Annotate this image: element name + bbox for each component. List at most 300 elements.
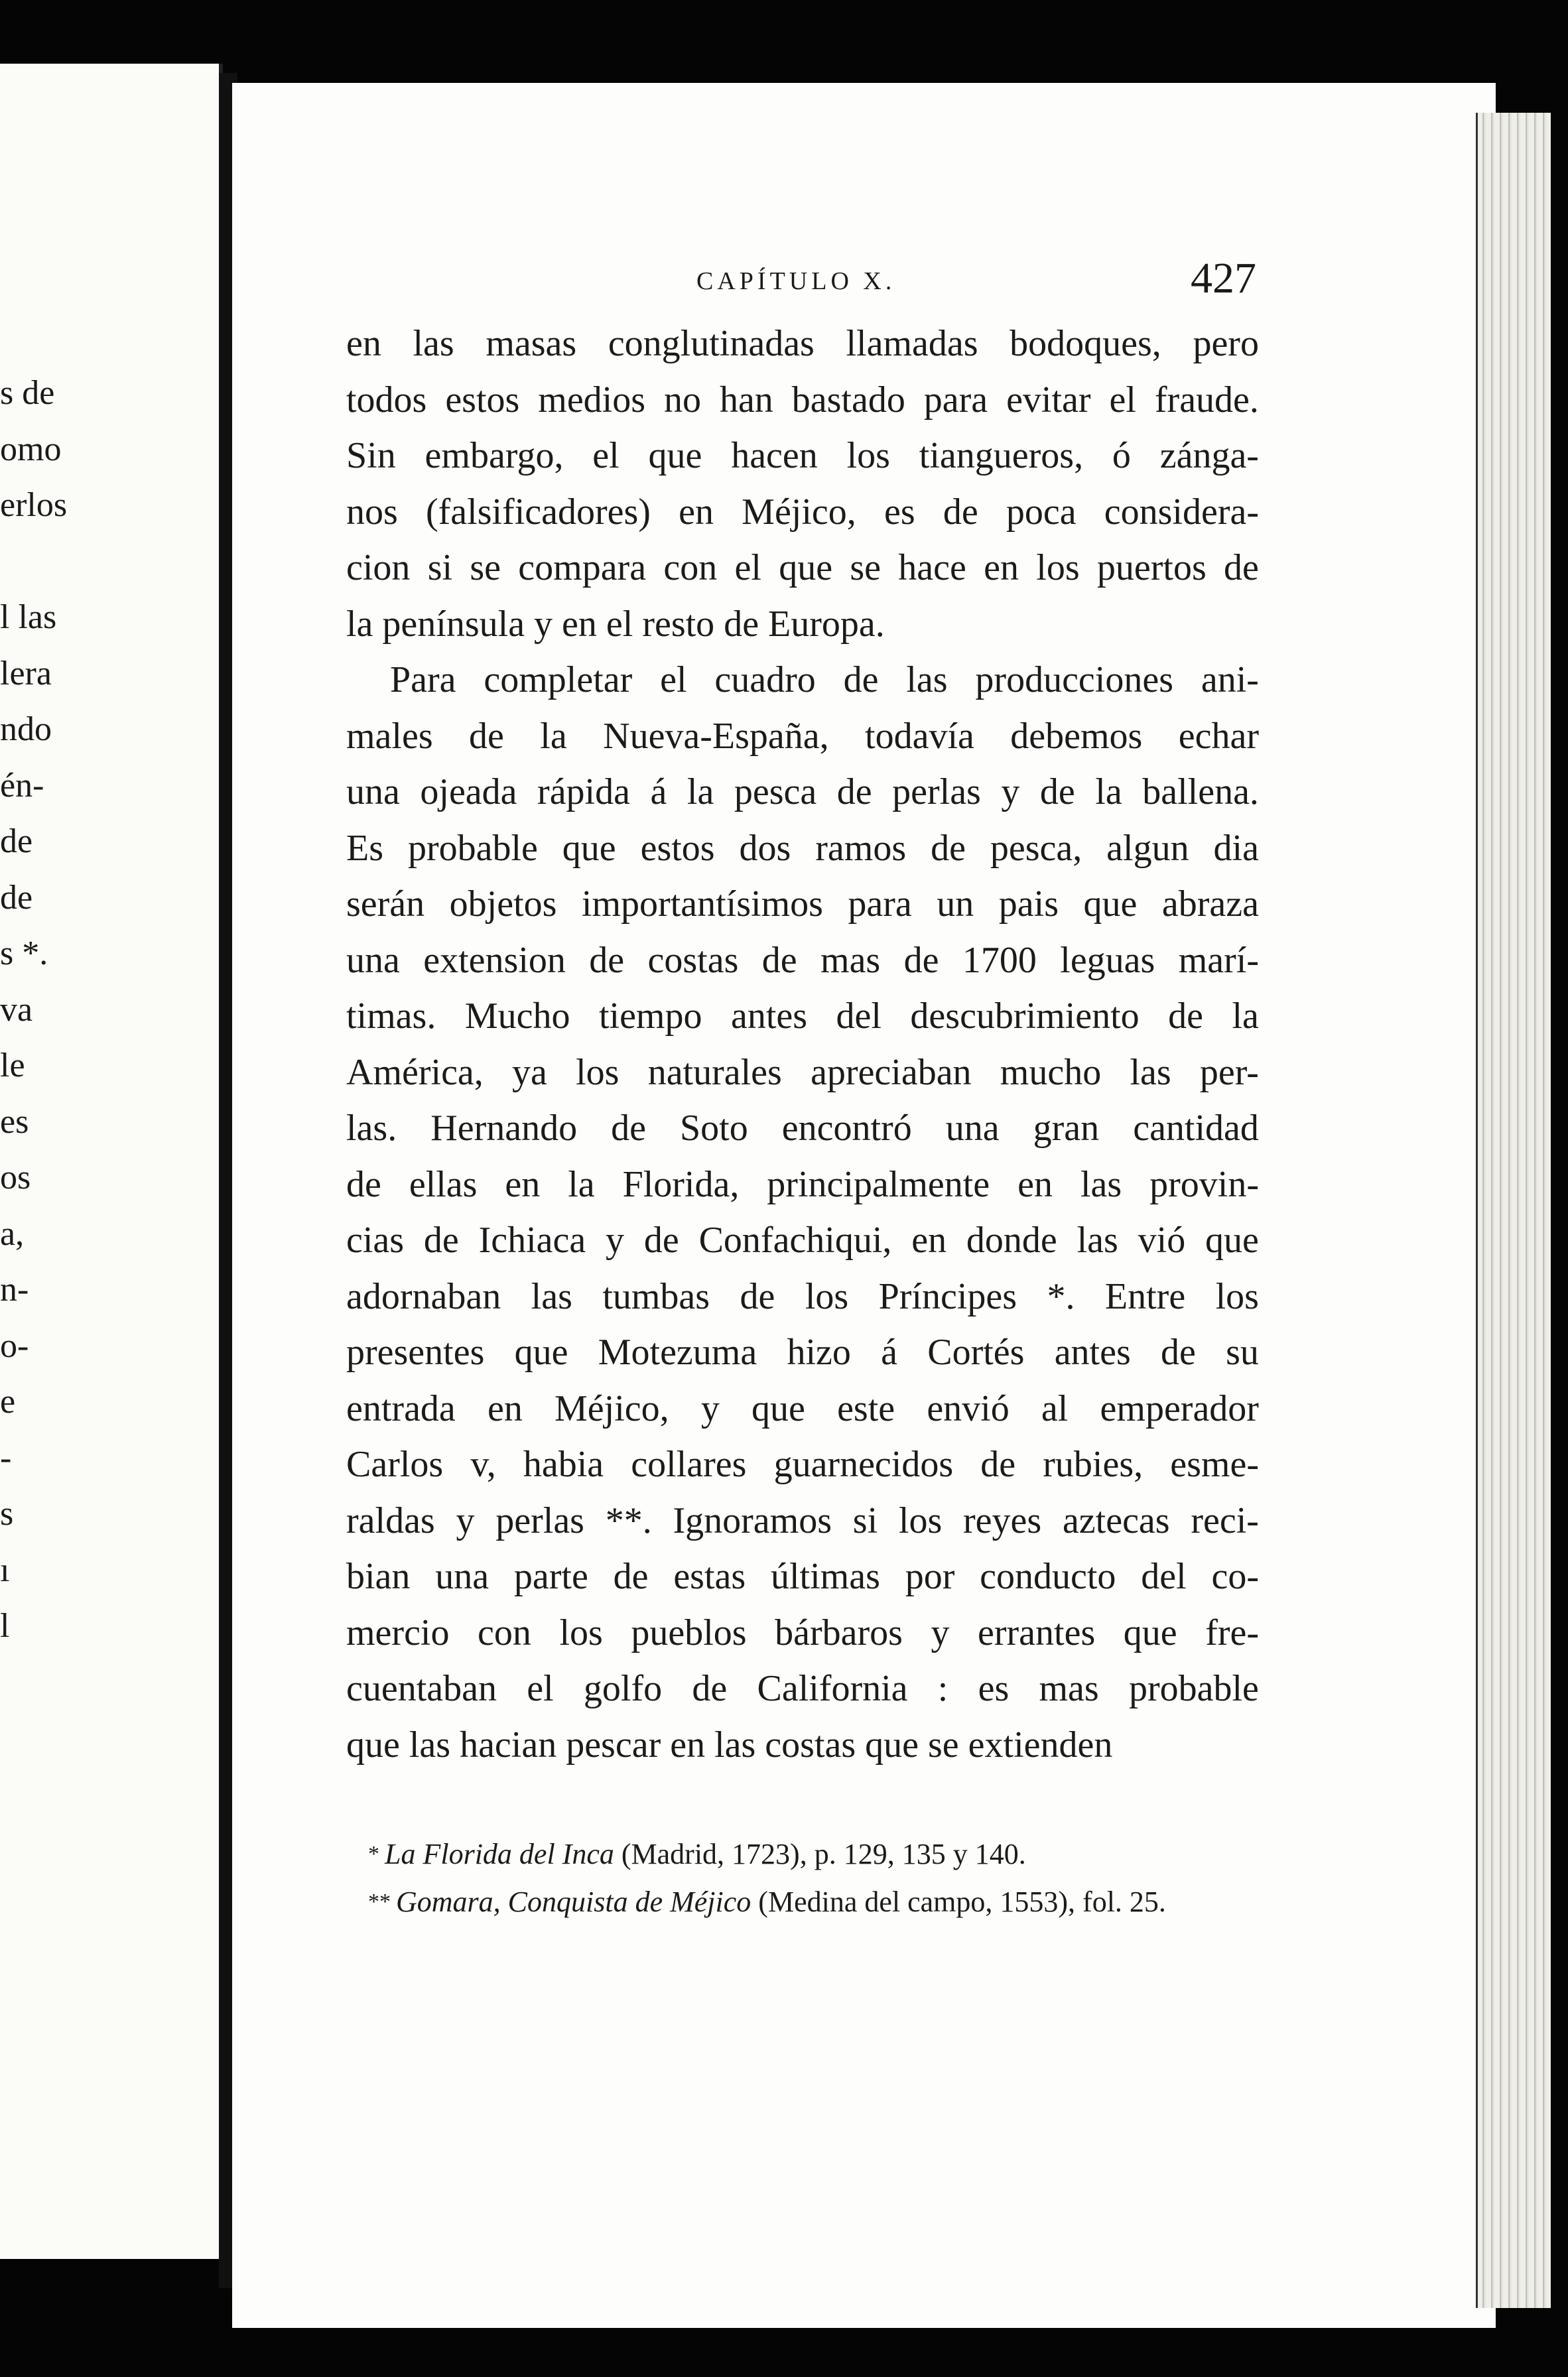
word: perlas [892,771,981,812]
word: emperador [1100,1387,1259,1429]
body-line [346,1717,1259,1773]
word: de [843,659,879,700]
word: las [1077,1220,1118,1261]
word: ani- [1201,659,1259,700]
footnote-citation: (Madrid, 1723), p. 129, 135 y 140. [614,1838,1026,1870]
word: errantes [978,1612,1096,1653]
word: zánga- [1159,435,1259,476]
word: perlas [495,1500,584,1541]
word: los [1215,1275,1259,1317]
body-text [346,316,1259,1773]
body-line [346,596,1259,653]
word: Carlos [346,1444,444,1485]
word: naturales [647,1051,782,1093]
word: la [686,771,714,812]
word: que [751,1387,805,1429]
word: adornaban [346,1275,501,1317]
word: hacian [460,1724,566,1766]
word: y [606,1220,625,1261]
word: los [1036,547,1080,588]
word: poca [1006,491,1077,533]
word: Mucho [464,996,570,1037]
word: de [740,1275,775,1317]
previous-page-text-fragments [0,365,212,1655]
body-line [346,1661,1259,1717]
body-line [346,988,1259,1045]
word: bodoques, [1010,323,1161,364]
word: parte [513,1556,588,1597]
word: tiempo [598,996,702,1037]
word: Méjico, [742,491,856,533]
body-line [346,1549,1259,1605]
word: antes [1054,1332,1131,1373]
word: vió [1138,1220,1186,1261]
word: América, [346,1051,484,1093]
body-line [346,540,1259,596]
word: para [923,379,988,420]
previous-page-fragment: omo [0,430,62,468]
word: de [1224,547,1259,588]
footnotes [368,1831,1270,1926]
body-line [346,1269,1259,1325]
word: Para [390,659,456,700]
word: del [1141,1556,1187,1597]
word: al [1041,1387,1069,1429]
word: Nueva-España, [603,715,829,757]
word: con [478,1612,531,1653]
word: evitar [1006,379,1091,420]
word: de [423,1220,459,1261]
word: las [409,1724,460,1766]
word: esme- [1170,1444,1259,1485]
word: males [346,715,433,757]
word: la [1232,996,1259,1037]
word: de [931,827,966,869]
word: que [1123,1612,1177,1653]
word: y [1001,771,1020,812]
word: per- [1199,1051,1259,1093]
word: ballena. [1142,771,1259,812]
word: que [648,435,702,476]
word: : [937,1668,948,1709]
word: Europa. [768,603,885,645]
body-line [346,1437,1259,1493]
word: que [779,547,833,588]
word: Méjico, [555,1387,669,1429]
word: timas. [346,996,436,1037]
body-line [346,820,1259,877]
previous-page-fragment: erlos [0,486,68,524]
word: fraude. [1154,379,1259,420]
word: Príncipes [878,1275,1017,1317]
previous-page-fragment: es [0,1102,29,1141]
previous-page-fragment: ı [0,1551,10,1589]
word: ojeada [420,771,517,812]
word: hacen [731,435,818,476]
word: hace [898,547,966,588]
word: Florida, [622,1163,740,1205]
word: ya [512,1051,547,1093]
word: en [505,1163,541,1205]
previous-page-fragment: n- [0,1271,29,1309]
word: últimas [770,1556,880,1597]
word: de [1168,996,1204,1037]
word: dia [1213,827,1259,869]
word: á [650,771,667,812]
previous-page-fragment: s [0,1495,14,1533]
word: por [905,1556,955,1597]
word: de [943,491,978,533]
word: mas [820,939,881,981]
word: todos [346,379,427,420]
word: mucho [1000,1051,1102,1093]
previous-page-fragment: - [0,1439,12,1477]
body-line [346,1381,1259,1437]
word: de [643,1220,679,1261]
word: de [611,1108,646,1149]
word: cuadro [714,659,816,700]
word: se [850,547,881,588]
word: Hernando [430,1108,578,1149]
word: marí- [1178,939,1259,981]
word: de [346,1163,381,1205]
word: Confachiqui, [698,1220,892,1261]
word: antes [730,996,808,1037]
word: cias [346,1220,405,1261]
word: si [427,547,453,588]
word: con [663,547,718,588]
word: es [978,1668,1010,1709]
word: mercio [346,1612,450,1653]
word: rubies, [1043,1444,1143,1485]
word: **. [605,1500,652,1541]
word: puertos [1096,547,1207,588]
word: bárbaros [775,1612,903,1653]
word: serán [346,883,425,925]
previous-page-fragment: s de [0,374,55,412]
word: algun [1106,827,1189,869]
word: á [881,1332,897,1373]
word: golfo [583,1668,663,1709]
word: conglutinadas [608,323,815,364]
word: que [865,1724,929,1766]
word: apreciaban [811,1051,972,1093]
previous-page-fragment: le [0,1047,25,1084]
word: su [1226,1332,1259,1373]
page-edge-stack [1476,113,1551,2308]
body-line [346,372,1259,428]
word: pero [1193,323,1259,364]
word: la [540,715,567,757]
word: reci- [1191,1500,1259,1541]
page-number: 427 [1191,254,1256,302]
word: 1700 [962,939,1037,981]
word: aztecas [1062,1500,1170,1541]
word: cantidad [1133,1108,1259,1149]
previous-page-fragment: de [0,878,33,917]
word: los [576,1051,620,1093]
page-header [0,253,1568,300]
word: debemos [1010,715,1143,757]
word: y [456,1500,475,1541]
word: donde [966,1220,1057,1261]
word: costas [765,1724,866,1766]
word: de [613,1556,649,1597]
word: costas [647,939,739,981]
word: Ichiaca [478,1220,586,1261]
word: las [714,1724,765,1766]
word: nos [346,491,398,533]
word: probable [1128,1668,1259,1709]
previous-page-fragment: lera [0,654,52,692]
word: Entre [1104,1275,1186,1317]
body-line [346,1100,1259,1157]
word: estas [673,1556,746,1597]
word: las [413,323,454,364]
word: dos [739,827,791,869]
word: una [435,1556,490,1597]
word: habia [523,1444,604,1485]
word: reyes [963,1500,1042,1541]
word: es [883,491,915,533]
word: Sin [346,435,396,476]
word: cuentaban [346,1668,497,1709]
word: el [527,1668,554,1709]
word: han [719,379,773,420]
word: co- [1211,1556,1259,1597]
word: una [945,1108,1000,1149]
word: medios [538,379,646,420]
word: el [660,659,687,700]
word: producciones [975,659,1173,700]
word: el [606,603,643,645]
word: una [346,771,400,812]
word: de [980,1444,1016,1485]
word: se [928,1724,968,1766]
word: pesca, [990,827,1082,869]
word: gran [1033,1108,1100,1149]
word: todavía [865,715,974,757]
word: las [1130,1051,1171,1093]
body-line [346,876,1259,932]
word: Es [346,827,383,869]
word: ramos [815,827,907,869]
word: embargo, [425,435,564,476]
word: guarnecidos [773,1444,954,1485]
word: envió [927,1387,1010,1429]
previous-page-fragment: s *. [0,934,48,972]
word: que [1083,883,1138,925]
word: de [836,771,872,812]
word: conducto [980,1556,1116,1597]
word: *. [1047,1275,1075,1317]
previous-page-fragment: l las [0,598,57,636]
word: de [1161,1332,1196,1373]
word: hizo [787,1332,851,1373]
word: si [852,1500,878,1541]
word: y [534,603,562,645]
word: extension [423,939,566,981]
word: en [1017,1163,1053,1205]
word: pais [998,883,1059,925]
word: Motezuma [598,1332,757,1373]
word: extienden [968,1724,1113,1766]
word: de [761,939,797,981]
previous-page-fragment: e [0,1383,16,1421]
word: la [1095,771,1122,812]
word: pueblos [631,1612,747,1653]
word: en [911,1220,947,1261]
word: para [848,883,912,925]
body-line [346,932,1259,989]
word: mas [1039,1668,1099,1709]
word: ó [1112,435,1131,476]
word: California [757,1668,908,1709]
previous-page-fragment: de [0,822,33,860]
word: echar [1178,715,1259,757]
word: el [734,547,761,588]
word: estos [640,827,715,869]
word: raldas [346,1500,435,1541]
word: pesca [734,771,817,812]
previous-page-fragment: os [0,1159,31,1196]
word: cion [346,547,411,588]
word: la [346,603,383,645]
body-line [346,1157,1259,1213]
word: Ignoramos [673,1500,832,1541]
footnote-citation: (Medina del campo, 1553), fol. 25. [751,1886,1166,1918]
word: principalmente [767,1163,990,1205]
word: leguas [1060,939,1155,981]
word: de [692,1668,728,1709]
word: los [898,1500,943,1541]
word: de [469,715,504,757]
word: bastado [791,379,905,420]
word: tumbas [602,1275,710,1317]
word: un [937,883,974,925]
word: masas [486,323,577,364]
footnote [368,1831,1270,1878]
word: y [931,1612,950,1653]
word: abraza [1161,883,1259,925]
word: que [1205,1220,1259,1261]
previous-page-fragment: l [0,1607,10,1645]
word: Cortés [927,1332,1025,1373]
word: descubrimiento [910,996,1140,1037]
body-line [346,316,1259,372]
body-line [346,1324,1259,1381]
word: fre- [1205,1612,1259,1653]
word: pescar [566,1724,671,1766]
word: de [589,939,625,981]
word: probable [407,827,538,869]
body-line [346,652,1259,708]
previous-page-fragment [0,534,212,590]
word: los [559,1612,603,1653]
word: la [568,1163,595,1205]
word: collares [631,1444,747,1485]
previous-page-fragment: én- [0,766,44,804]
word: importantísimos [581,883,823,925]
word: que [562,827,616,869]
previous-page-fragment: a, [0,1214,25,1253]
word: en [670,1724,715,1766]
word: las [531,1275,572,1317]
word: en [487,1387,523,1429]
word: llamadas [846,323,978,364]
footnote-mark: ** [368,1890,391,1914]
word: en [679,491,714,533]
body-line [346,1045,1259,1101]
previous-page-fragment: o- [0,1326,29,1365]
word: en [562,603,606,645]
word: que [346,1724,409,1766]
word: del [836,996,882,1037]
word: ellas [409,1163,478,1205]
word: el [592,435,620,476]
word: tiangueros, [919,435,1084,476]
previous-page [0,64,223,2259]
word: encontró [781,1108,912,1149]
footnote-source-title: Gomara, Conquista de Méjico [396,1886,751,1918]
word: de [724,603,769,645]
word: considera- [1104,491,1259,533]
word: compara [518,547,647,588]
word: presentes [346,1332,485,1373]
word: los [805,1275,849,1317]
body-line [346,1212,1259,1269]
word: las. [346,1108,397,1149]
word: en [984,547,1019,588]
word: que [514,1332,568,1373]
word: una [346,939,400,981]
word: se [470,547,501,588]
word: v, [470,1444,496,1485]
word: el [1109,379,1136,420]
word: objetos [449,883,557,925]
word: rápida [537,771,630,812]
word: las [906,659,948,700]
body-line [346,764,1259,820]
word: los [846,435,890,476]
body-line [346,484,1259,541]
body-line [346,428,1259,484]
word: bian [346,1556,411,1597]
word: estos [445,379,520,420]
word: entrada [346,1387,456,1429]
word: de [903,939,939,981]
footnote-source-title: La Florida del Inca [385,1838,614,1870]
word: este [837,1387,895,1429]
body-line [346,1605,1259,1661]
word: las [1080,1163,1122,1205]
word: en [346,323,381,364]
word: provin- [1149,1163,1259,1205]
running-head: CAPÍTULO X. [696,267,896,295]
word: no [663,379,701,420]
footnote-mark: * [368,1842,379,1866]
word: y [700,1387,720,1429]
body-line [346,708,1259,765]
previous-page-fragment: va [0,990,33,1029]
word: (falsificadores) [425,491,651,533]
word: Soto [680,1108,748,1149]
previous-page-fragment: ndo [0,710,52,748]
word: de [1039,771,1075,812]
word: península [382,603,535,645]
word: resto [642,603,724,645]
footnote [368,1878,1270,1926]
